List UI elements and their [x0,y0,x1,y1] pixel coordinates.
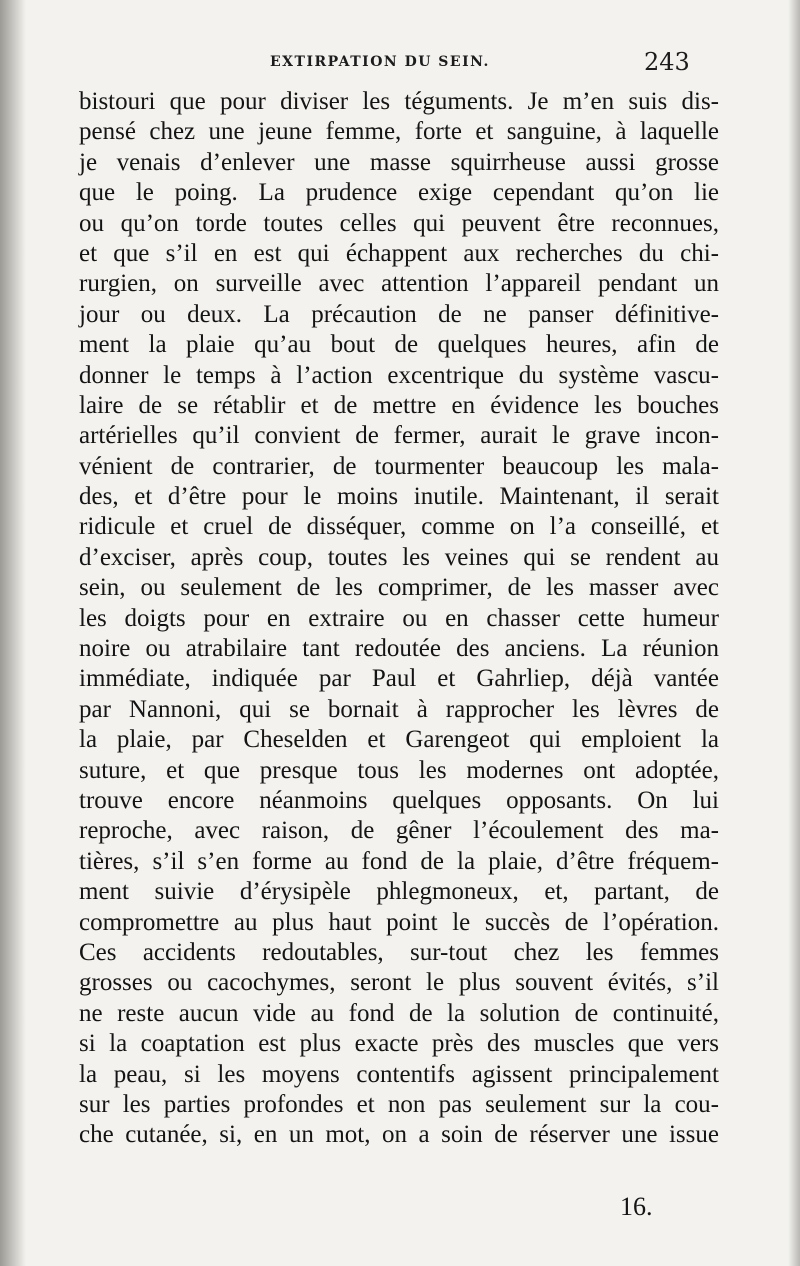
running-head [0,50,800,80]
text-line: ment la plaie qu’au bout de quelques heures, afin de [79,331,719,359]
text-line: par Nannoni, qui se bornait à rapprocher les lèvres de [79,695,719,723]
text-line: que le poing. La prudence exige cependant qu’on lie [79,179,719,207]
text-line: jour ou deux. La précaution de ne panser définitive- [79,300,719,328]
text-line: artérielles qu’il convient de fermer, aurait le grave incon- [79,422,719,450]
text-line: reproche, avec raison, de gêner l’écoulement des ma- [79,817,719,845]
text-line: et que s’il en est qui échappent aux recherches du chi- [79,239,719,267]
text-line: donner le temps à l’action excentrique du système vascu- [79,361,719,389]
text-line: noire ou atrabilaire tant redoutée des anciens. La réunion [79,635,719,663]
text-line: d’exciser, après coup, toutes les veines qui se rendent au [79,543,719,571]
body-text [79,87,719,1151]
page-number: 243 [644,48,690,76]
text-line: bistouri que pour diviser les téguments. Je m’en suis dis- [79,88,719,115]
text-line: des, et d’être pour le moins inutile. Maintenant, il serait [79,483,719,511]
running-title: EXTIRPATION DU SEIN. [270,54,490,70]
text-line: ne reste aucun vide au fond de la solution de continuité, [79,999,719,1027]
text-line: vénient de contrarier, de tourmenter beaucoup les mala- [79,452,719,480]
text-line: grosses ou cacochymes, seront le plus souvent évités, s’il [79,969,719,997]
text-line: rurgien, on surveille avec attention l’appareil pendant un [79,270,719,298]
text-line: Ces accidents redoutables, sur-tout chez les femmes [79,938,719,966]
text-line: ridicule et cruel de disséquer, comme on l’a conseillé, et [79,513,719,541]
text-line: laire de se rétablir et de mettre en évidence les bouches [79,391,719,419]
text-line: les doigts pour en extraire ou en chasser cette humeur [79,604,719,632]
text-line: che cutanée, si, en un mot, on a soin de réserver une issue [79,1121,719,1149]
text-line: trouve encore néanmoins quelques opposants. On lui [79,786,719,814]
text-line: compromettre au plus haut point le succès de l’opération. [79,908,719,936]
text-line: la plaie, par Cheselden et Garengeot qui emploient la [79,726,719,754]
text-line: tières, s’il s’en forme au fond de la plaie, d’être fréquem- [79,847,719,875]
text-line: immédiate, indiquée par Paul et Gahrliep, déjà vantée [79,665,719,693]
text-line: si la coaptation est plus exacte près des muscles que vers [79,1030,719,1058]
text-line: pensé chez une jeune femme, forte et sanguine, à laquelle [79,118,719,146]
text-line: ment suivie d’érysipèle phlegmoneux, et, partant, de [79,878,719,906]
text-line: ou qu’on torde toutes celles qui peuvent être reconnues, [79,209,719,237]
text-line: je venais d’enlever une masse squirrheuse aussi grosse [79,148,719,176]
text-line: sur les parties profondes et non pas seulement sur la cou- [79,1090,719,1118]
text-line: la peau, si les moyens contentifs agissent principalement [79,1060,719,1088]
signature-mark: 16. [620,1192,653,1221]
text-line: sein, ou seulement de les comprimer, de les masser avec [79,574,719,602]
text-line: suture, et que presque tous les modernes ont adoptée, [79,756,719,784]
